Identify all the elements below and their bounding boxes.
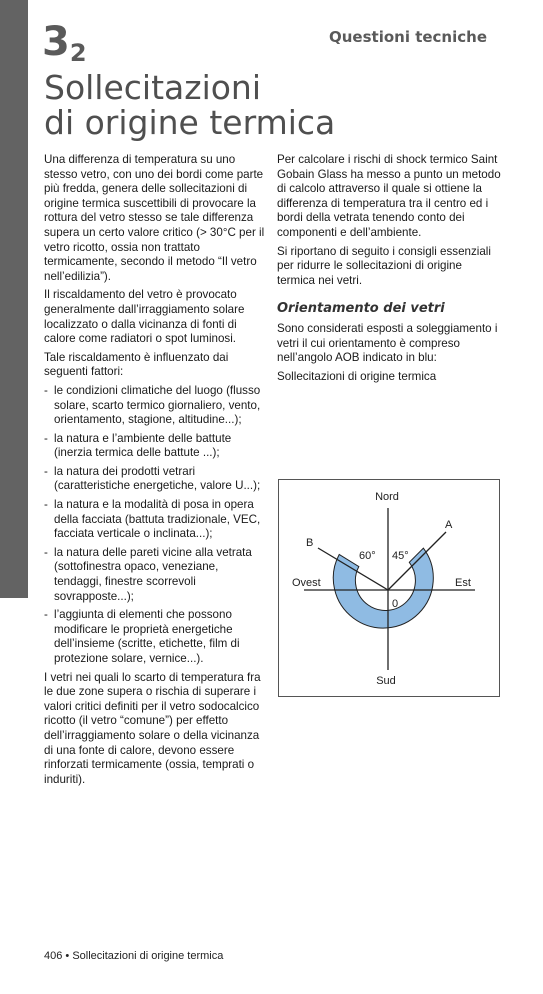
right-column [277,153,501,388]
section-label: Questioni tecniche [329,28,487,46]
chapter-sub-number: 2 [69,39,86,67]
list-item: - le condizioni climatiche del luogo (flusso solare, scarto termico giornaliero, vento, orientamento, stagione, altitudine...); [44,383,261,427]
list-item: - la natura dei prodotti vetrari (caratteristiche energetiche, valore U...); [44,464,261,493]
figure-caption: Sollecitazioni di origine termica [277,369,437,383]
chapter-side-tab [0,0,28,598]
list-item: - l’aggiunta di elementi che possono modificare le proprietà energetiche dell’insieme (scritte, etichette, film di protezione solare, vernice...). [44,608,240,665]
paragraph: I vetri nei quali lo scarto di temperatura fra le due zone supera o rischia di superare i valori critici definiti per il vetro sodocalcico ricotto (il vetro “comune”) per effetto dell’irraggiamento solare o della vicinanza di una fonte di calore, devono essere rinforzati termicamente (ossia, temprati o induriti). [44,670,261,786]
orientation-diagram-svg [279,480,499,696]
chapter-number [42,20,86,69]
list-item-text: la natura e l’ambiente delle battute (inerzia termica delle battute ...); [54,431,232,460]
title-line-1: Sollecitazioni [44,68,262,107]
subheading-orientation: Orientamento dei vetri [277,301,445,317]
page-number: 406 [44,950,63,962]
footer-bullet: • [65,950,70,962]
left-column [44,153,266,791]
list-item: - la natura e la modalità di posa in opera della facciata (battuta tradizionale, VEC, facciata verticale o inclinata...); [44,498,261,541]
factors-list [44,384,266,667]
list-item-text: la natura dei prodotti vetrari (caratteristiche energetiche, valore U...); [54,464,261,493]
label-point-b: B [306,537,314,549]
paragraph: Una differenza di temperatura su uno stesso vetro, con uno dei bordi come parte più fredda, genera delle sollecitazioni di origine termica suscettibili di provocare la rottura del vetro stesso se tale differenza supera un certo valore critico (> 30°C per il vetro ricotto, ossia non trattato termicamente, secondo il metodo “Il vetro nell’edilizia”). [44,153,265,283]
label-east: Est [455,577,471,589]
list-item-text: l’aggiunta di elementi che possono modificare le proprietà energetiche dell’insieme (scritte, etichette, film di protezione solare, vernice...). [54,608,240,665]
label-south: Sud [376,675,396,687]
label-point-a: A [445,519,453,531]
list-item: - la natura delle pareti vicine alla vetrata (sottofinestra opaco, veneziane, tendaggi, finestre scorrevoli sovrapposte...); [44,545,252,603]
paragraph: Per calcolare i rischi di shock termico Saint Gobain Glass ha messo a punto un metodo di calcolo attraverso il quale si ottiene la differenza di temperatura tra il centro ed i bordi della vetrata tenendo conto dei componenti e dell’ambiente. [277,153,501,239]
list-item-text: la natura e la modalità di posa in opera della facciata (battuta tradizionale, VEC, facciata verticale o inclinata...); [54,498,261,541]
label-west: Ovest [292,577,321,589]
label-origin: 0 [392,598,399,610]
footer-text: Sollecitazioni di origine termica [72,950,224,962]
chapter-main-number: 3 [42,19,69,65]
label-angle-45: 45° [392,550,409,562]
page-title [44,70,504,140]
paragraph: Tale riscaldamento è influenzato dai seguenti fattori: [44,350,229,379]
paragraph: Sono considerati esposti a soleggiamento i vetri il cui orientamento è compreso nell’angolo AOB indicato in blu: [277,321,498,365]
list-item-text: le condizioni climatiche del luogo (flusso solare, scarto termico giornaliero, vento, orientamento, stagione, altitudine...); [54,383,261,427]
label-angle-60: 60° [359,550,376,562]
paragraph: Si riportano di seguito i consigli essenziali per ridurre le sollecitazioni di origine termica nei vetri. [277,244,491,287]
title-line-2: di origine termica [44,103,336,142]
paragraph: Il riscaldamento del vetro è provocato generalmente dall’irraggiamento solare localizzato o dalla vicinanza di fonti di calore come radiatori o spot luminosi. [44,288,245,346]
orientation-diagram [278,479,500,697]
list-item-text: la natura delle pareti vicine alla vetrata (sottofinestra opaco, veneziane, tendaggi, finestre scorrevoli sovrapposte...); [54,545,252,603]
page-footer [44,950,223,962]
label-north: Nord [375,491,399,503]
list-item: - la natura e l’ambiente delle battute (inerzia termica delle battute ...); [44,431,232,460]
